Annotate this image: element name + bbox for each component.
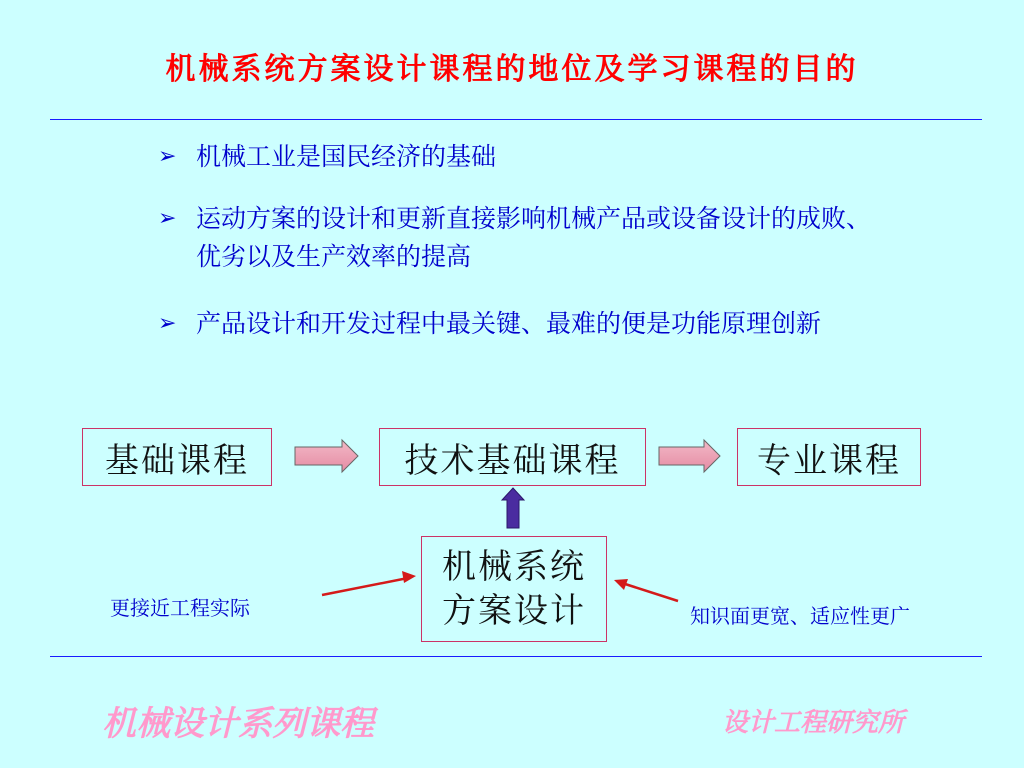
bullet-text: 机械工业是国民经济的基础 [196, 142, 497, 171]
bottom-divider [50, 656, 982, 657]
page-title: 机械系统方案设计课程的地位及学习课程的目的 [165, 52, 859, 87]
footer-series-title: 机械设计系列课程 [102, 704, 374, 744]
arrow-bullet-icon: ➢ [158, 311, 177, 336]
box-line-2: 方案设计 [442, 591, 586, 631]
box-professional-courses: 专业课程 [737, 428, 921, 486]
arrow-bullet-icon: ➢ [158, 144, 177, 169]
bullet-text: 运动方案的设计和更新直接影响机械产品或设备设计的成败、优劣以及生产效率的提高 [196, 204, 872, 271]
right-arrow-icon [295, 440, 358, 472]
box-line-1: 机械系统 [442, 547, 586, 587]
note-closer-to-practice: 更接近工程实际 [110, 596, 250, 620]
right-pointer-arrow [622, 583, 678, 601]
footer-institute: 设计工程研究所 [722, 708, 905, 738]
left-pointer-arrow [322, 578, 408, 595]
right-arrow-icon [659, 440, 720, 472]
arrow-bullet-icon: ➢ [158, 206, 177, 231]
box-technical-basic-courses: 技术基础课程 [379, 428, 646, 486]
bullet-text: 产品设计和开发过程中最关键、最难的便是功能原理创新 [196, 309, 822, 338]
up-arrow-icon [502, 488, 524, 528]
box-basic-courses: 基础课程 [82, 428, 272, 486]
note-broader-knowledge: 知识面更宽、适应性更广 [690, 604, 910, 628]
